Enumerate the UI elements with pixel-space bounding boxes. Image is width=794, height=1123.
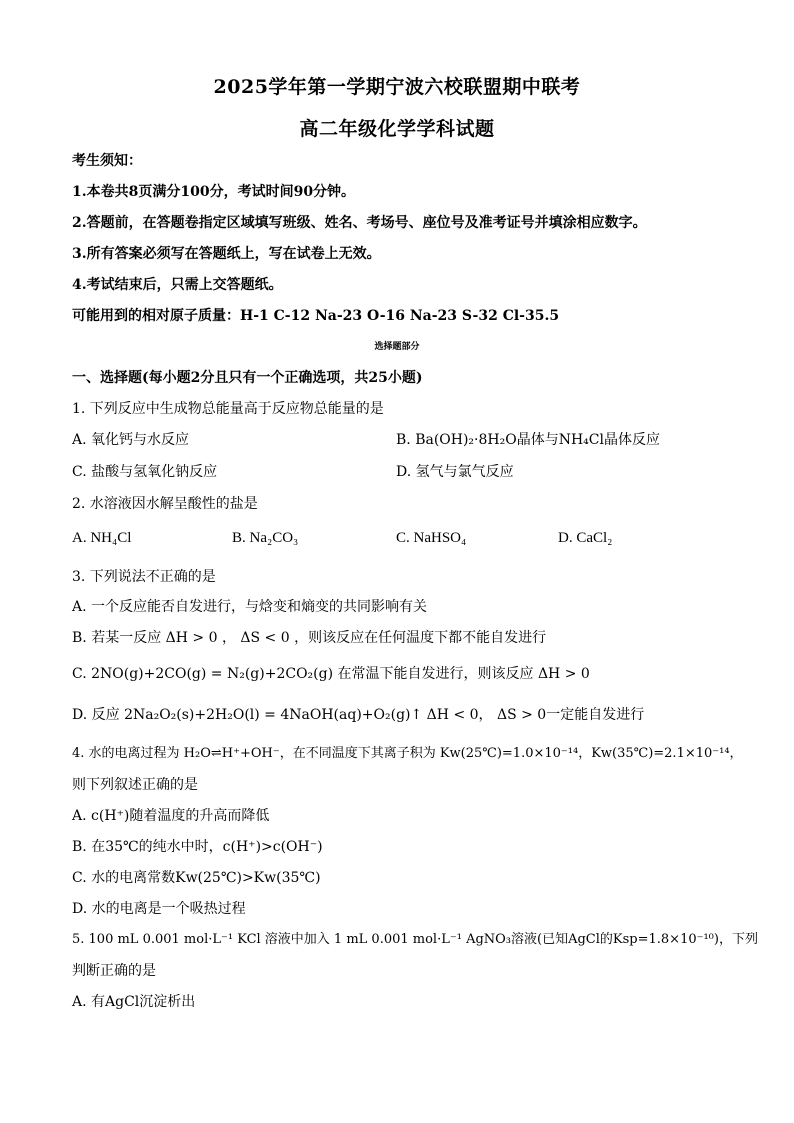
note-item-3: 3.所有答案必须写在答题纸上，写在试卷上无效。 [72, 246, 381, 262]
note-item-1: 1.本卷共8页满分100分，考试时间90分钟。 [72, 184, 356, 200]
note-item-4: 4.考试结束后，只需上交答题纸。 [72, 277, 283, 293]
section-heading: 一、选择题(每小题2分且只有一个正确选项，共25小题) [72, 370, 423, 386]
question-2-option-d: D. CaCl₂ [558, 530, 613, 546]
question-1-option-d: D. 氢气与氯气反应 [396, 464, 514, 480]
atomic-masses: 可能用到的相对原子质量：H-1 C-12 Na-23 O-16 Na-23 S-32 Cl-35.5 [72, 308, 560, 324]
question-2-option-a: A. NH₄Cl [72, 530, 132, 546]
question-1-stem: 1. 下列反应中生成物总能量高于反应物总能量的是 [72, 401, 384, 417]
question-5-stem: 5. 100 mL 0.001 mol·L⁻¹ KCl 溶液中加入 1 mL 0.001 mol·L⁻¹ AgNO₃溶液(已知AgCl的Ksp=1.8×10⁻¹⁰)，下列 [72, 932, 758, 947]
question-4-option-d: D. 水的电离是一个吸热过程 [72, 901, 246, 917]
question-4-option-b: B. 在35℃的纯水中时，c(H⁺)>c(OH⁻) [72, 839, 323, 855]
question-3-option-b: B. 若某一反应 ΔH > 0 ， ΔS < 0 ，则该反应在任何温度下都不能自发进行 [72, 630, 547, 646]
question-4-option-a: A. c(H⁺)随着温度的升高而降低 [72, 808, 270, 824]
question-5-stem-cont: 判断正确的是 [72, 963, 156, 979]
question-1-option-a: A. 氧化钙与水反应 [72, 432, 190, 448]
notes-heading: 考生须知： [72, 153, 142, 169]
question-3-option-c: C. 2NO(g)+2CO(g) = N₂(g)+2CO₂(g) 在常温下能自发进行，则该反应 ΔH > 0 [72, 666, 590, 682]
question-5-option-a: A. 有AgCl沉淀析出 [72, 994, 196, 1010]
question-4-option-c: C. 水的电离常数Kw(25℃)>Kw(35℃) [72, 870, 321, 886]
exam-subtitle: 高二年级化学学科试题 [299, 118, 495, 140]
question-1-option-c: C. 盐酸与氢氧化钠反应 [72, 464, 218, 480]
note-item-2: 2.答题前，在答题卷指定区域填写班级、姓名、考场号、座位号及准考证号并填涂相应数字。 [72, 215, 647, 231]
section-part-label: 选择题部分 [374, 342, 420, 352]
question-2-option-c: C. NaHSO₄ [396, 530, 467, 546]
question-3-option-d: D. 反应 2Na₂O₂(s)+2H₂O(l) = 4NaOH(aq)+O₂(g)↑ ΔH < 0， ΔS > 0一定能自发进行 [72, 707, 645, 723]
question-4-stem-cont: 则下列叙述正确的是 [72, 777, 198, 793]
question-3-option-a: A. 一个反应能否自发进行，与焓变和熵变的共同影响有关 [72, 599, 428, 615]
exam-title: 2025学年第一学期宁波六校联盟期中联考 [213, 76, 581, 98]
question-1-option-b: B. Ba(OH)₂·8H₂O晶体与NH₄Cl晶体反应 [396, 432, 660, 448]
question-3-stem: 3. 下列说法不正确的是 [72, 569, 216, 585]
question-2-option-b: B. Na₂CO₃ [232, 530, 299, 546]
question-2-stem: 2. 水溶液因水解呈酸性的盐是 [72, 496, 258, 512]
question-4-stem: 4. 水的电离过程为 H₂O⇌H⁺+OH⁻，在不同温度下其离子积为 Kw(25℃)=1.0×10⁻¹⁴，Kw(35℃)=2.1×10⁻¹⁴， [72, 746, 743, 761]
